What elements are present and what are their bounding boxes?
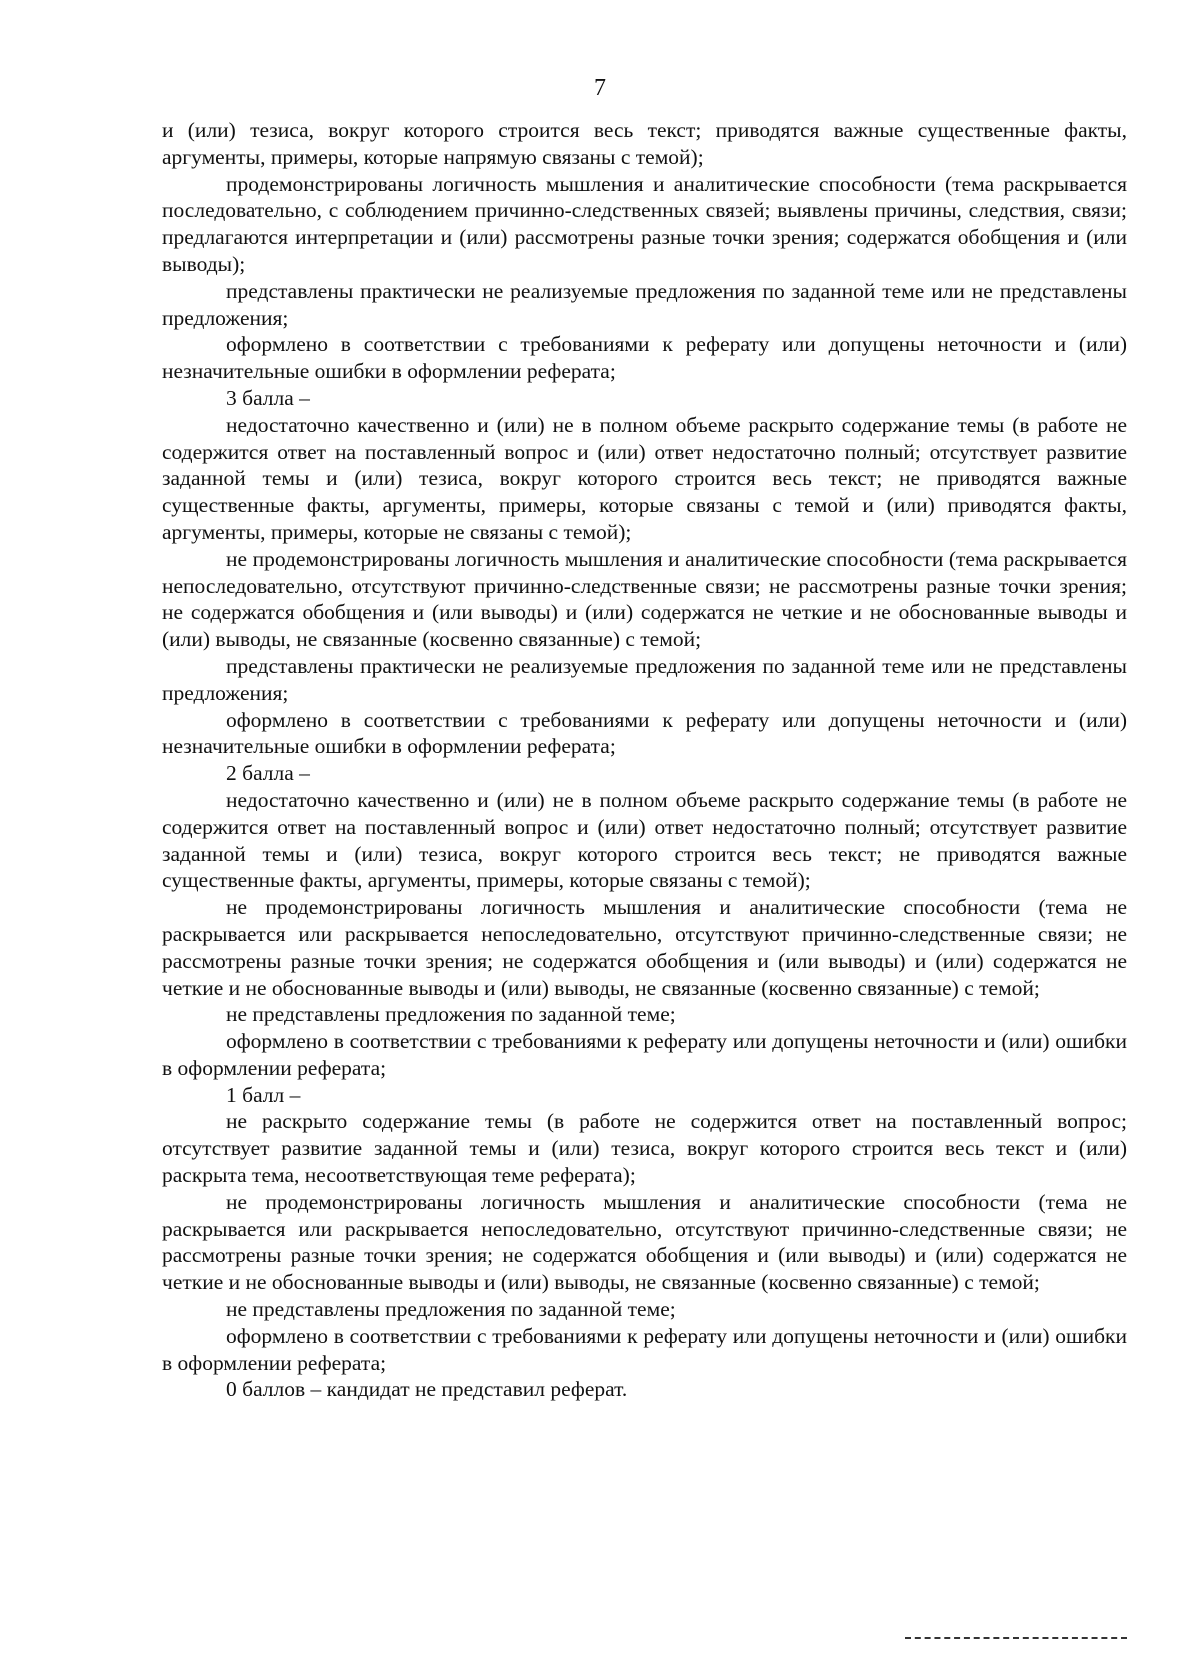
paragraph: не представлены предложения по заданной теме; (226, 1297, 676, 1322)
score-heading: 1 балл – (226, 1082, 301, 1107)
paragraph: не продемонстрированы логичность мышления и аналитические способности (тема раскрывается непоследовательно, отсутствуют причинно-следственные связи; не рассмотрены разные точки зрения; не содержатся обобщения и (или выводы) и (или) содержатся не четкие и не обоснованные выводы и (или) выводы, не связанные (косвенно связанные) с темой; (162, 546, 1127, 652)
paragraph: не представлены предложения по заданной теме; (226, 1002, 676, 1027)
paragraph: представлены практически не реализуемые предложения по заданной теме или не представлены предложения; (162, 653, 1127, 705)
score-heading: 3 балла – (226, 385, 310, 410)
paragraph: представлены практически не реализуемые предложения по заданной теме или не представлены предложения; (162, 278, 1127, 330)
document-body (162, 117, 1127, 1403)
paragraph: оформлено в соответствии с требованиями к реферату или допущены неточности и (или) незначительные ошибки в оформлении реферата; (162, 332, 1127, 384)
paragraph: оформлено в соответствии с требованиями к реферату или допущены неточности и (или) незначительные ошибки в оформлении реферата; (162, 707, 1127, 759)
paragraph: не раскрыто содержание темы (в работе не содержится ответ на поставленный вопрос; отсутствует развитие заданной темы и (или) тезиса, вокруг которого строится весь текст и (или) раскрыта тема, несоответствующая теме реферата); (162, 1109, 1127, 1188)
paragraph: оформлено в соответствии с требованиями к реферату или допущены неточности и (или) ошибки в оформлении реферата; (162, 1029, 1127, 1080)
paragraph: оформлено в соответствии с требованиями к реферату или допущены неточности и (или) ошибки в оформлении реферата; (162, 1323, 1127, 1375)
paragraph: недостаточно качественно и (или) не в полном объеме раскрыто содержание темы (в работе не содержится ответ на поставленный вопрос и (или) ответ недостаточно полный; отсутствует развитие заданной темы и (или) тезиса, вокруг которого строится весь текст; не приводятся важные существенные факты, аргументы, примеры, которые связаны с темой); (162, 787, 1127, 893)
paragraph: продемонстрированы логичность мышления и аналитические способности (тема раскрывается последовательно, с соблюдением причинно-следственных связей; выявлены причины, следствия, связи; предлагаются интерпретации и (или) рассмотрены разные точки зрения; содержатся обобщения и (или выводы); (162, 171, 1127, 276)
paragraph: недостаточно качественно и (или) не в полном объеме раскрыто содержание темы (в работе не содержится ответ на поставленный вопрос и (или) ответ недостаточно полный; отсутствует развитие заданной темы и (или) тезиса, вокруг которого строится весь текст; не приводятся важные существенные факты, аргументы, примеры, которые связаны с темой и (или) приводятся факты, аргументы, примеры, которые не связаны с темой); (162, 412, 1127, 544)
score-heading: 0 баллов – кандидат не представил реферат. (226, 1377, 628, 1402)
footer-divider (905, 1637, 1127, 1639)
page-number: 7 (594, 75, 606, 101)
paragraph: не продемонстрированы логичность мышления и аналитические способности (тема не раскрывается или раскрывается непоследовательно, отсутствуют причинно-следственные связи; не рассмотрены разные точки зрения; не содержатся обобщения и (или выводы) и (или) содержатся не четкие и не обоснованные выводы и (или) выводы, не связанные (косвенно связанные) с темой; (162, 1189, 1127, 1295)
paragraph: не продемонстрированы логичность мышления и аналитические способности (тема не раскрывается или раскрывается непоследовательно, отсутствуют причинно-следственные связи; не рассмотрены разные точки зрения; не содержатся обобщения и (или выводы) и (или) содержатся не четкие и не обоснованные выводы и (или) выводы, не связанные (косвенно связанные) с темой; (162, 895, 1127, 1000)
paragraph: и (или) тезиса, вокруг которого строится весь текст; приводятся важные существенные факты, аргументы, примеры, которые напрямую связаны с темой); (162, 118, 1127, 169)
score-heading: 2 балла – (226, 761, 310, 786)
